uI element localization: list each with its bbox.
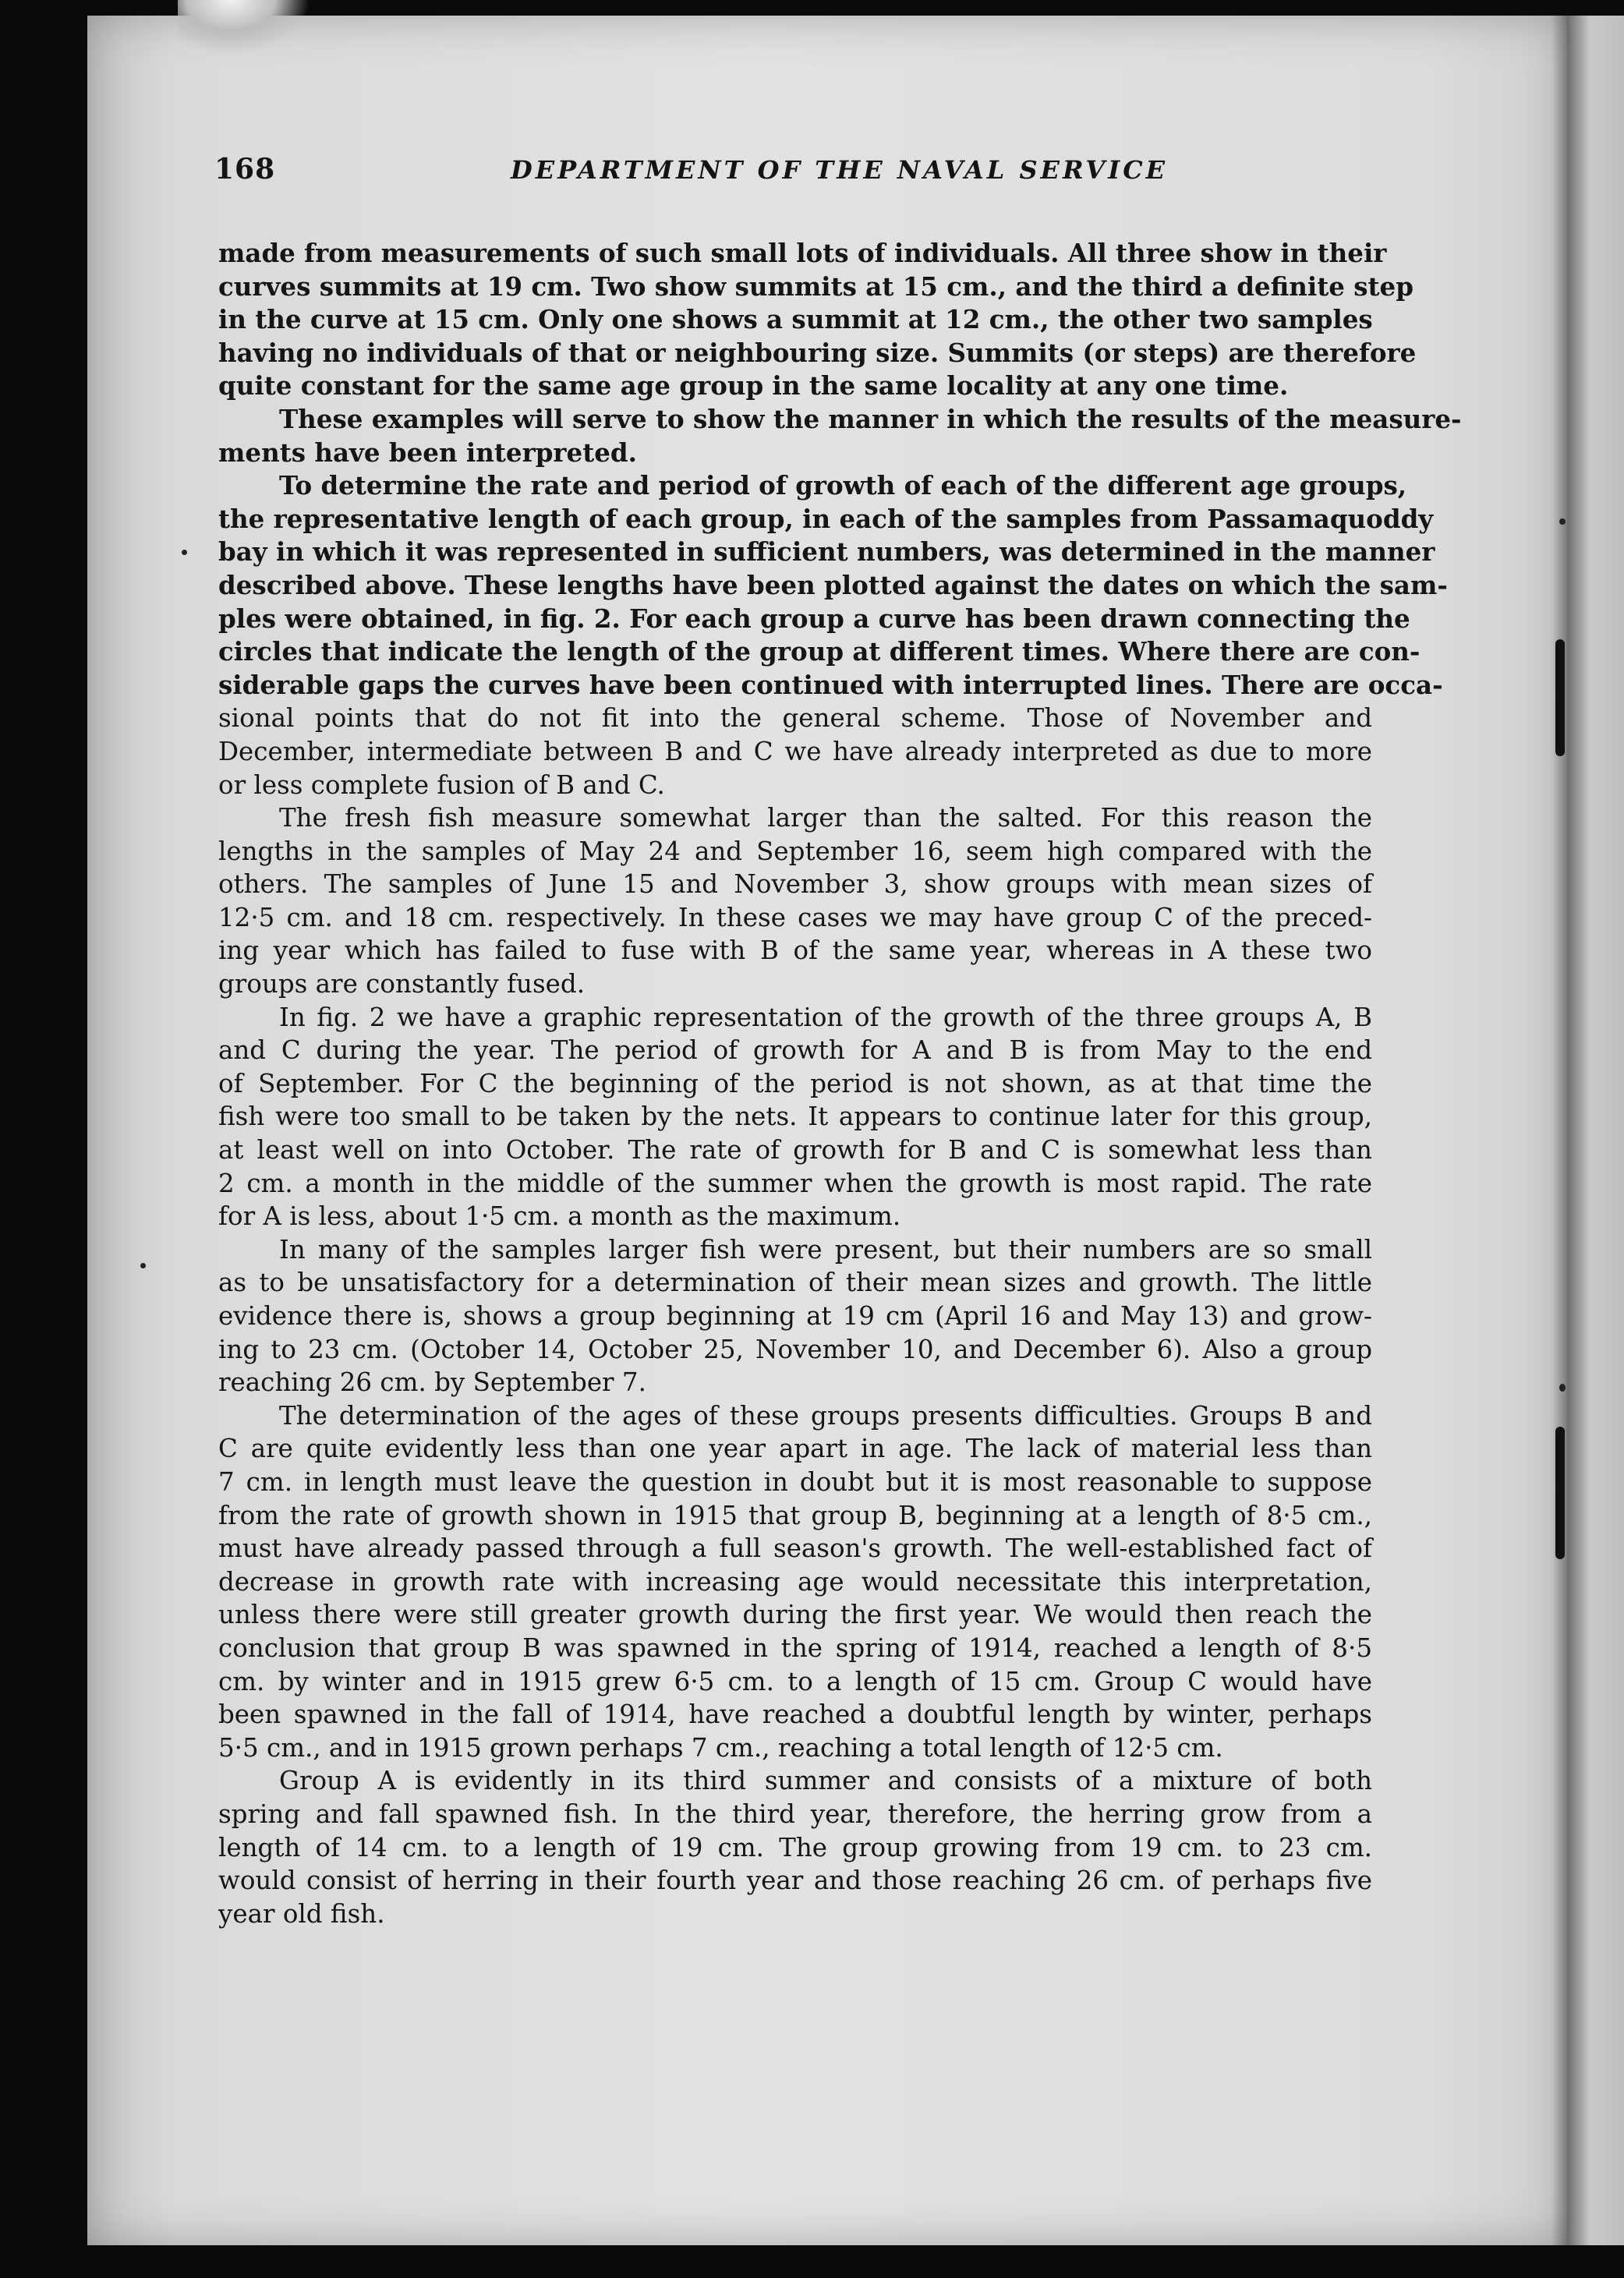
text-line: 5·5 cm., and in 1915 grown perhaps 7 cm., reaching a total length of 12·5 cm. (218, 1732, 1223, 1763)
text-line: ing to 23 cm. (October 14, October 25, November 10, and December 6). Also a group (218, 1334, 1372, 1364)
text-line: or less complete fusion of B and C. (218, 769, 665, 800)
running-head (214, 153, 1372, 200)
text-line: cm. by winter and in 1915 grew 6·5 cm. to a length of 15 cm. Group C would have (218, 1666, 1372, 1696)
binding-mark (1555, 639, 1565, 756)
text-line: curves summits at 19 cm. Two show summits at 15 cm., and the third a definite step (218, 271, 1413, 302)
text-line: the representative length of each group, in each of the samples from Passamaquoddy (218, 503, 1434, 534)
text-line: evidence there is, shows a group beginning at 19 cm (April 16 and May 13) and grow- (218, 1301, 1372, 1331)
speck (182, 550, 187, 555)
text-line: 2 cm. a month in the middle of the summer when the growth is most rapid. The rate (218, 1168, 1372, 1198)
text-line: described above. These lengths have been plotted against the dates on which the sam- (218, 569, 1448, 600)
text-line: must have already passed through a full season's growth. The well-established fact of (218, 1533, 1372, 1564)
text-line: ing year which has failed to fuse with B of the same year, whereas in A these two (218, 936, 1372, 966)
text-line: ples were obtained, in fig. 2. For each group a curve has been drawn connecting the (218, 603, 1410, 634)
text-line: siderable gaps the curves have been continued with interrupted lines. There are occa- (218, 669, 1443, 700)
text-line: In fig. 2 we have a graphic representation of the growth of the three groups A, B (279, 1002, 1372, 1032)
text-line: length of 14 cm. to a length of 19 cm. The group growing from 19 cm. to 23 cm. (218, 1832, 1372, 1862)
text-line: To determine the rate and period of growth of each of the different age groups, (279, 470, 1407, 501)
text-line: decrease in growth rate with increasing age would necessitate this interpretation, (218, 1566, 1372, 1597)
text-line: These examples will serve to show the manner in which the results of the measure- (279, 403, 1462, 434)
text-line: Group A is evidently in its third summer and consists of a mixture of both (279, 1766, 1372, 1796)
running-title: DEPARTMENT OF THE NAVAL SERVICE (511, 155, 1169, 185)
text-line: In many of the samples larger fish were present, but their numbers are so small (279, 1234, 1372, 1265)
text-line: The determination of the ages of these groups presents difficulties. Groups B and (279, 1400, 1372, 1431)
text-line: lengths in the samples of May 24 and September 16, seem high compared with the (218, 836, 1372, 866)
page-number: 168 (214, 153, 276, 186)
text-line: as to be unsatisfactory for a determination of their mean sizes and growth. The little (218, 1268, 1372, 1298)
text-line: in the curve at 15 cm. Only one shows a summit at 12 cm., the other two samples (218, 304, 1373, 335)
text-line: circles that indicate the length of the group at different times. Where there are con- (218, 636, 1421, 667)
text-line: year old fish. (218, 1898, 385, 1929)
text-line: at least well on into October. The rate of growth for B and C is somewhat less than (218, 1135, 1372, 1166)
text-line: December, intermediate between B and C we have already interpreted as due to more (218, 736, 1372, 766)
text-line: The fresh fish measure somewhat larger than the salted. For this reason the (279, 803, 1372, 833)
speck (1559, 518, 1566, 525)
text-line: conclusion that group B was spawned in the spring of 1914, reached a length of 8·5 (218, 1632, 1372, 1663)
text-line: and C during the year. The period of growth for A and B is from May to the end (218, 1035, 1372, 1066)
text-line: for A is less, about 1·5 cm. a month as the maximum. (218, 1201, 901, 1232)
text-line: 7 cm. in length must leave the question in doubt but it is most reasonable to suppose (218, 1466, 1372, 1497)
speck (1559, 1384, 1566, 1392)
binding-mark (1555, 1427, 1565, 1559)
text-line: reaching 26 cm. by September 7. (218, 1367, 646, 1398)
text-line: 12·5 cm. and 18 cm. respectively. In these cases we may have group C of the preced- (218, 902, 1372, 932)
facing-page-edge (1567, 16, 1624, 2245)
text-line: from the rate of growth shown in 1915 that group B, beginning at a length of 8·5 cm., (218, 1500, 1372, 1530)
text-line: spring and fall spawned fish. In the third year, therefore, the herring grow from a (218, 1799, 1372, 1829)
text-line: having no individuals of that or neighbouring size. Summits (or steps) are therefore (218, 337, 1417, 368)
text-line: ments have been interpreted. (218, 437, 637, 468)
text-line: unless there were still greater growth during the first year. We would then reach the (218, 1600, 1372, 1630)
text-line: fish were too small to be taken by the nets. It appears to continue later for this group, (218, 1102, 1372, 1132)
scan-corner-artifact (178, 0, 310, 55)
text-line: made from measurements of such small lots of individuals. All three show in their (218, 238, 1387, 268)
body-text (218, 237, 1462, 1930)
text-line: bay in which it was represented in sufficient numbers, was determined in the manner (218, 536, 1435, 568)
text-line: quite constant for the same age group in the same locality at any one time. (218, 370, 1289, 401)
text-line: of September. For C the beginning of the period is not shown, as at that time the (218, 1068, 1372, 1098)
text-line: groups are constantly fused. (218, 969, 586, 999)
text-line: C are quite evidently less than one year apart in age. The lack of material less than (218, 1434, 1372, 1464)
text-line: been spawned in the fall of 1914, have reached a doubtful length by winter, perhaps (218, 1700, 1372, 1730)
text-line: sional points that do not fit into the general scheme. Those of November and (218, 703, 1372, 734)
speck (140, 1263, 146, 1268)
text-line: others. The samples of June 15 and November 3, show groups with mean sizes of (218, 869, 1372, 900)
gutter-shadow (1551, 16, 1569, 2245)
text-line: would consist of herring in their fourth year and those reaching 26 cm. of perhaps five (218, 1866, 1372, 1896)
